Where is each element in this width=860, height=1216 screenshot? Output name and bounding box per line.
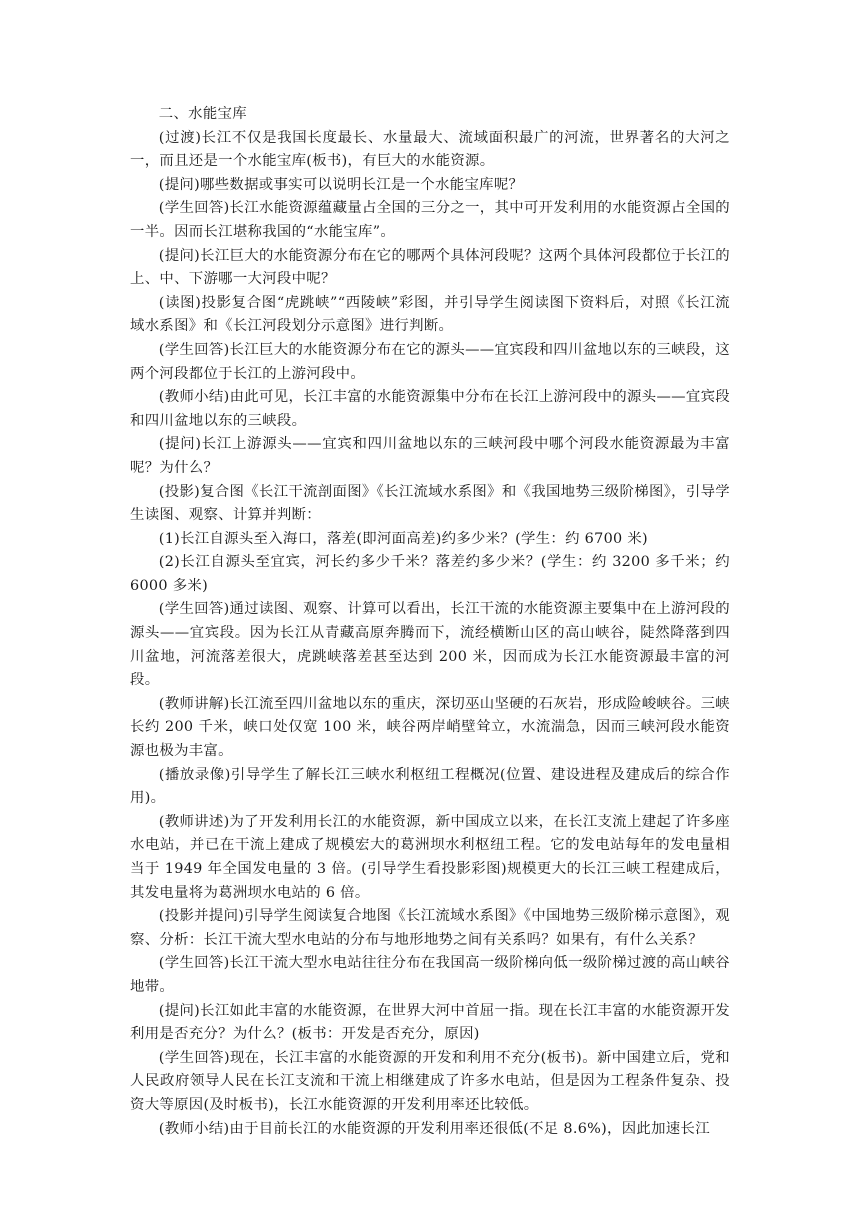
paragraph-teacher-narrate: (教师讲述)为了开发利用长江的水能资源，新中国成立以来，在长江支流上建起了许多座水电站，并已在干流上建成了规模宏大的葛洲坝水利枢纽工程。它的发电站每年的发电量相当于 1949 年全国发电量的 3 倍。(引导学生看投影彩图)规模更大的长江三峡工程建成后，其发电量将为葛洲坝水电站的 6 倍。: [130, 813, 730, 901]
paragraph-summary-2: (教师小结)由于目前长江的水能资源的开发利用率还很低(不足 8.6%)，因此加速长江: [158, 1120, 710, 1137]
paragraph-answer-2: (学生回答)长江巨大的水能资源分布在它的源头——宜宾段和四川盆地以东的三峡段，这两个河段都位于长江的上游河段中。: [130, 341, 730, 382]
paragraph-question-2: (提问)长江巨大的水能资源分布在它的哪两个具体河段呢？这两个具体河段都位于长江的上、中、下游哪一大河段中呢？: [130, 247, 730, 288]
document-page: [130, 103, 730, 1141]
paragraph-item-1: (1)长江自源头至入海口，落差(即河面高差)约多少米？(学生：约 6700 米): [158, 530, 648, 547]
paragraph-video: (播放录像)引导学生了解长江三峡水利枢纽工程概况(位置、建设进程及建成后的综合作用)。: [130, 766, 730, 807]
paragraph-teacher-explain: (教师讲解)长江流至四川盆地以东的重庆，深切巫山坚硬的石灰岩，形成险峻峡谷。三峡长约 200 千米，峡口处仅宽 100 米，峡谷两岸峭壁耸立，水流湍急，因而三峡河段水能资源也极为丰富。: [130, 695, 730, 760]
paragraph-summary-1: (教师小结)由此可见，长江丰富的水能资源集中分布在长江上游河段中的源头——宜宾段和四川盆地以东的三峡段。: [130, 389, 730, 429]
paragraph-projection-2: (投影并提问)引导学生阅读复合地图《长江流域水系图》《中国地势三级阶梯示意图》，观察、分析：长江干流大型水电站的分布与地形地势之间有关系吗？如果有，有什么关系？: [130, 908, 730, 948]
paragraph-answer-3: (学生回答)通过读图、观察、计算可以看出，长江干流的水能资源主要集中在上游河段的源头——宜宾段。因为长江从青藏高原奔腾而下，流经横断山区的高山峡谷，陡然降落到四川盆地，河流落差很大，虎跳峡落差甚至达到 200 米，因而成为长江水能资源最丰富的河段。: [130, 601, 730, 689]
paragraph-question-4: (提问)长江如此丰富的水能资源，在世界大河中首屈一指。现在长江丰富的水能资源开发利用是否充分？为什么？(板书：开发是否充分，原因): [130, 1002, 730, 1043]
paragraph-transition: (过渡)长江不仅是我国长度最长、水量最大、流域面积最广的河流，世界著名的大河之一，而且还是一个水能宝库(板书)，有巨大的水能资源。: [130, 129, 730, 170]
paragraph-answer-4: (学生回答)长江干流大型水电站往往分布在我国高一级阶梯向低一级阶梯过渡的高山峡谷地带。: [130, 955, 730, 995]
paragraph-map-reading: (读图)投影复合图“虎跳峡”“西陵峡”彩图，并引导学生阅读图下资料后，对照《长江流域水系图》和《长江河段划分示意图》进行判断。: [130, 294, 730, 335]
paragraph-item-2: (2)长江自源头至宜宾，河长约多少千米？落差约多少米？(学生：约 3200 多千米；约 6000 多米): [130, 554, 730, 594]
paragraph-question-3: (提问)长江上游源头——宜宾和四川盆地以东的三峡河段中哪个河段水能资源最为丰富呢？为什么？: [130, 436, 730, 476]
paragraph-answer-5: (学生回答)现在，长江丰富的水能资源的开发和利用不充分(板书)。新中国建立后，党和人民政府领导人民在长江支流和干流上相继建成了许多水电站，但是因为工程条件复杂、投资大等原因(及时板书)，长江水能资源的开发利用率还比较低。: [130, 1049, 730, 1113]
paragraph-projection-1: (投影)复合图《长江干流剖面图》《长江流域水系图》和《我国地势三级阶梯图》，引导学生读图、观察、计算并判断：: [130, 483, 730, 524]
paragraph-question-1: (提问)哪些数据或事实可以说明长江是一个水能宝库呢？: [158, 176, 524, 193]
paragraph-answer-1: (学生回答)长江水能资源蕴藏量占全国的三分之一，其中可开发利用的水能资源占全国的一半。因而长江堪称我国的“水能宝库”。: [130, 200, 730, 240]
section-heading: 二、水能宝库: [158, 106, 247, 122]
